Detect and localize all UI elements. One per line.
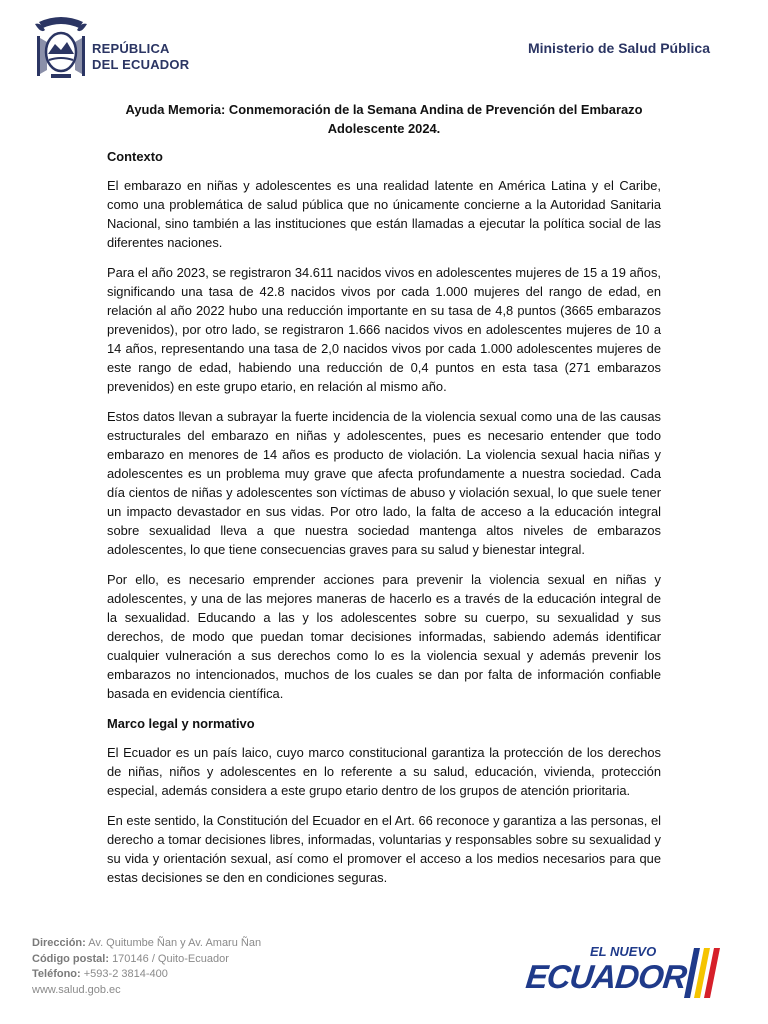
phone-line bbox=[32, 967, 261, 983]
republica-del-ecuador-wordmark bbox=[92, 41, 189, 73]
footer-contact bbox=[32, 936, 261, 998]
title-line1: Ayuda Memoria: Conmemoración de la Semana Andina de Prevención del Embarazo bbox=[125, 102, 643, 117]
el-nuevo-ecuador-logo bbox=[526, 944, 722, 1000]
flag-stripes-icon bbox=[684, 948, 724, 998]
phone-label: Teléfono: bbox=[32, 968, 81, 980]
paragraph: Para el año 2023, se registraron 34.611 nacidos vivos en adolescentes mujeres de 15 a 19 años, significando una tasa de 42.8 nacidos vivos por cada 1.000 mujeres del rango de edad, en relación al año 2022 hubo una reducción importante en su tasa de 4,8 puntos (3665 embarazos prevenidos), por otro lado, se registraron 1.666 nacidos vivos en adolescentes mujeres de 10 a 14 años, representando una tasa de 2,0 nacidos vivos por cada 1.000 adolescentes mujeres de este rango de edad, habiendo una reducción de 0,4 puntos en esta tasa (271 embarazos prevenidos) en este grupo etario, en relación al mismo año. bbox=[107, 265, 661, 394]
logo-top-text: EL NUEVO bbox=[590, 944, 657, 959]
postal-line bbox=[32, 952, 261, 968]
section-heading-contexto: Contexto bbox=[107, 149, 163, 164]
paragraph: El Ecuador es un país laico, cuyo marco constitucional garantiza la protección de los derechos de niñas, niños y adolescentes en lo referente a su salud, educación, vivienda, protección especial, además considera a este grupo etario dentro de los grupos de atención prioritaria. bbox=[107, 745, 661, 798]
document-title bbox=[107, 100, 661, 138]
section-heading-marco-legal: Marco legal y normativo bbox=[107, 716, 255, 731]
address-label: Dirección: bbox=[32, 937, 86, 949]
paragraph: Estos datos llevan a subrayar la fuerte incidencia de la violencia sexual como una de las causas estructurales del embarazo en niñas y adolescentes, pues es necesario entender que todo embarazo en menores de 14 años es producto de violación. La violencia sexual hacia niñas y adolescentes es un problema muy grave que afecta profundamente a nuestra sociedad. Cada día cientos de niñas y adolescentes son víctimas de abuso y violación sexual, lo que suele tener un impacto devastador en sus vidas. Por otro lado, la falta de acceso a la educación integral sobre sexualidad lleva a que nuestra sociedad mantenga altos niveles de embarazos adolescentes, lo que tiene consecuencias graves para su salud y bienestar integral. bbox=[107, 409, 661, 557]
document-body bbox=[107, 100, 661, 898]
ministry-name: Ministerio de Salud Pública bbox=[527, 40, 710, 56]
ecuador-coat-of-arms-icon bbox=[31, 14, 91, 82]
page-header bbox=[0, 0, 768, 95]
logo-main-text: ECUADOR bbox=[524, 958, 688, 995]
republica-line2: DEL ECUADOR bbox=[92, 57, 190, 72]
postal-label: Código postal: bbox=[32, 952, 109, 965]
phone-value: +593-2 3814-400 bbox=[83, 968, 168, 980]
paragraph: Por ello, es necesario emprender acciones para prevenir la violencia sexual en niñas y adolescentes, y una de las mejores maneras de hacerlo es a través de la educación integral de la sexualidad. Educando a las y los adolescentes sobre su cuerpo, su sexualidad y sus derechos, de modo que puedan tomar decisiones informadas, sabiendo además identificar cualquier vulneración a sus derechos como lo es la violencia sexual y además prevenir los embarazos no intencionados, muchos de los cuales se dan por falta de información confiable basada en evidencia científica. bbox=[107, 572, 661, 701]
paragraph: El embarazo en niñas y adolescentes es una realidad latente en América Latina y el Caribe, como una problemática de salud pública que no únicamente concierne a la Autoridad Sanitaria Nacional, sino también a las instituciones que están llamadas a ejecutar la política social de las diferentes naciones. bbox=[107, 178, 661, 250]
republica-line1: REPÚBLICA bbox=[92, 41, 170, 56]
paragraph: En este sentido, la Constitución del Ecuador en el Art. 66 reconoce y garantiza a las personas, el derecho a tomar decisiones libres, informadas, voluntarias y responsables sobre su sexualidad y su vida y orientación sexual, así como el promover el acceso a los medios necesarios para que estas decisiones se den en condiciones seguras. bbox=[107, 813, 661, 885]
postal-value: 170146 / Quito-Ecuador bbox=[112, 952, 229, 965]
title-line2: Adolescente 2024. bbox=[327, 121, 441, 136]
address-line bbox=[32, 936, 261, 952]
website-link[interactable]: www.salud.gob.ec bbox=[32, 983, 121, 996]
address-value: Av. Quitumbe Ñan y Av. Amaru Ñan bbox=[88, 937, 262, 949]
